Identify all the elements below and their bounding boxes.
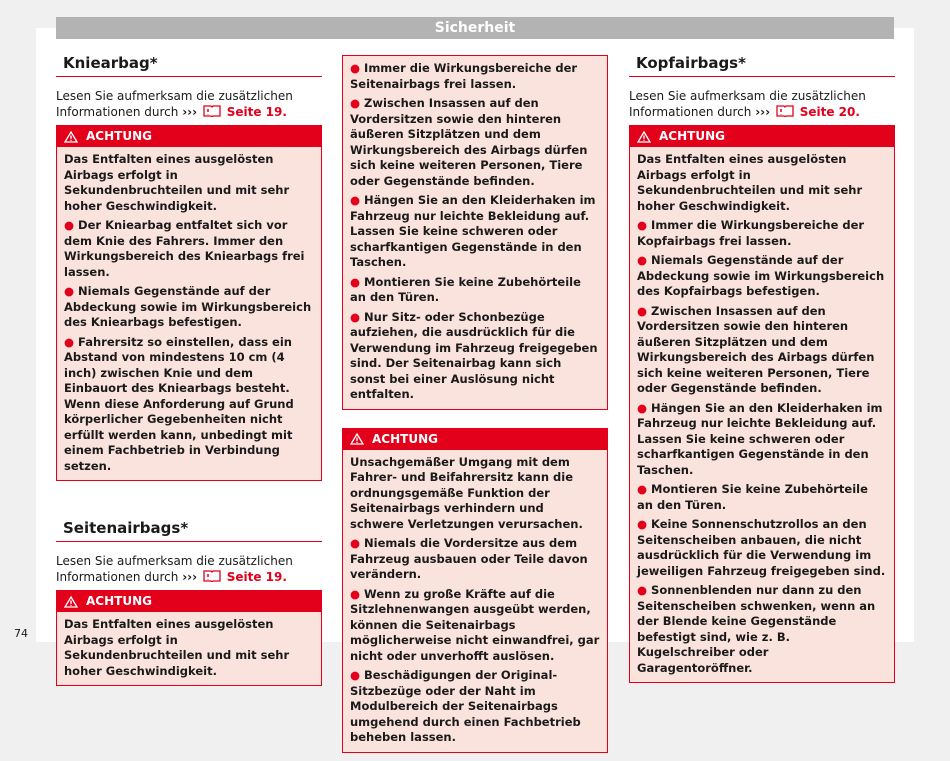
book-reference-icon — [203, 570, 221, 582]
warning-bullet: ● Beschädigungen der Original-Sitzbezüge oder der Naht im Modulbereich der Seitenairbags umgehend durch einen Fachbetrieb beheben lassen. — [350, 668, 581, 744]
warning-bullet: ● Immer die Wirkungsbereiche der Seitenairbags frei lassen. — [350, 61, 578, 91]
warning-body — [343, 56, 607, 409]
warning-header: ACHTUNG — [630, 126, 894, 147]
page-reference-link[interactable]: Seite 19. — [226, 570, 287, 584]
warning-paragraph: Das Entfalten eines ausgelösten Airbags erfolgt in Sekundenbruchteilen und mit sehr hoher Geschwindigkeit. — [637, 152, 863, 213]
warning-body — [630, 147, 894, 682]
book-reference-icon — [776, 105, 794, 117]
warning-body — [57, 147, 321, 480]
warning-triangle-icon — [64, 131, 78, 143]
page-reference-link[interactable]: Seite 19. — [226, 105, 287, 119]
intro-kopfairbags: Lesen Sie aufmerksam die zusätzlichen Informationen durch ››› Seite 20. — [629, 89, 866, 119]
warning-paragraph: Das Entfalten eines ausgelösten Airbags erfolgt in Sekundenbruchteilen und mit sehr hoher Geschwindigkeit. — [64, 152, 290, 213]
section-title-kopfairbags: Kopfairbags* — [629, 50, 895, 77]
intro-seitenairbags: Lesen Sie aufmerksam die zusätzlichen Informationen durch ››› Seite 19. — [56, 554, 293, 584]
page-number: 74 — [14, 627, 28, 640]
warning-bullet: ● Hängen Sie an den Kleiderhaken im Fahrzeug nur leichte Bekleidung auf. Lassen Sie keine schweren oder scharfkantigen Gegenstände in den Taschen. — [350, 193, 596, 269]
warning-bullet: ● Montieren Sie keine Zubehörteile an den Türen. — [350, 274, 581, 304]
warning-bullet: ● Wenn zu große Kräfte auf die Sitzlehnenwangen ausgeübt werden, können die Seitenairbags möglicherweise nicht einwandfrei, gar nicht oder unverhofft auslösen. — [350, 586, 600, 663]
warning-box — [342, 428, 608, 753]
warning-bullet: ● Nur Sitz- oder Schonbezüge aufziehen, die ausdrücklich für die Verwendung im Fahrzeug freigegeben sind. Der Seitenairbag kann sich sonst bei einer Auslösung nicht entfalten. — [350, 309, 598, 401]
warning-paragraph: Das Entfalten eines ausgelösten Airbags erfolgt in Sekundenbruchteilen und mit sehr hoher Geschwindigkeit. — [64, 617, 290, 678]
warning-bullet: ● Der Kniearbag entfaltet sich vor dem Knie des Fahrers. Immer den Wirkungsbereich des Kniearbags frei lassen. — [64, 218, 305, 279]
warning-paragraph: Unsachgemäßer Umgang mit dem Fahrer- und Beifahrersitz kann die ordnungsgemäße Funktion der Seitenairbags verhindern und schwere Verletzungen verursachen. — [350, 454, 583, 531]
warning-body — [343, 450, 607, 752]
warning-box — [56, 590, 322, 686]
warning-box — [629, 125, 895, 683]
warning-triangle-icon — [637, 131, 651, 143]
warning-box-continued — [342, 55, 608, 410]
warning-bullet: ● Niemals Gegenstände auf der Abdeckung sowie im Wirkungsbereich des Kniearbags befestigen. — [64, 284, 312, 329]
warning-body — [57, 612, 321, 685]
section-title-seitenairbags: Seitenairbags* — [56, 515, 322, 542]
warning-header: ACHTUNG — [57, 591, 321, 612]
warning-header: ACHTUNG — [343, 429, 607, 450]
warning-bullet: ● Hängen Sie an den Kleiderhaken im Fahrzeug nur leichte Bekleidung auf. Lassen Sie keine schweren oder scharfkantigen Gegenstände in den Taschen. — [637, 400, 883, 477]
warning-bullet: ● Zwischen Insassen auf den Vordersitzen sowie den hinteren äußeren Sitzplätzen und dem Wirkungsbereich des Airbags dürfen sich keine weiteren Personen, Tiere oder Gegenstände befinden. — [350, 96, 588, 188]
section-title-kniearbag: Kniearbag* — [56, 50, 322, 77]
warning-bullet: ● Montieren Sie keine Zubehörteile an den Türen. — [637, 482, 868, 512]
book-reference-icon — [203, 105, 221, 117]
warning-triangle-icon — [350, 433, 364, 445]
left-column — [56, 50, 322, 694]
intro-kniearbag: Lesen Sie aufmerksam die zusätzlichen Informationen durch ››› Seite 19. — [56, 89, 293, 119]
warning-bullet: ● Niemals Gegenstände auf der Abdeckung sowie im Wirkungsbereich des Kopfairbags befestigen. — [637, 253, 885, 298]
warning-bullet: ● Sonnenblenden nur dann zu den Seitenscheiben schwenken, wenn an der Blende keine Gegenstände befestigt sind, wie z. B. Kugelschreiber oder Garagentoröffner. — [637, 583, 876, 675]
warning-box — [56, 125, 322, 481]
warning-triangle-icon — [64, 596, 78, 608]
warning-bullet: ● Zwischen Insassen auf den Vordersitzen sowie den hinteren äußeren Sitzplätzen und dem Wirkungsbereich des Airbags dürfen sich keine weiteren Personen, Tiere oder Gegenstände befinden. — [637, 303, 875, 395]
warning-header: ACHTUNG — [57, 126, 321, 147]
middle-column — [342, 55, 608, 761]
warning-bullet: ● Immer die Wirkungsbereiche der Kopfairbags frei lassen. — [637, 218, 865, 248]
right-column — [629, 50, 895, 691]
warning-bullet: ● Fahrersitz so einstellen, dass ein Abstand von mindestens 10 cm (4 inch) zwischen Knie und dem Einbauort des Kniearbags besteht. Wenn diese Anforderung auf Grund körperlicher Gegebenheiten nicht erfüllt werden kann, unbedingt mit einem Fachbetrieb in Verbindung setzen. — [64, 334, 294, 473]
chapter-header: Sicherheit — [56, 17, 894, 39]
warning-bullet: ● Niemals die Vordersitze aus dem Fahrzeug ausbauen oder Teile davon verändern. — [350, 536, 588, 581]
warning-bullet: ● Keine Sonnenschutzrollos an den Seitenscheiben anbauen, die nicht ausdrücklich für die Verwendung im jeweiligen Fahrzeug freigegeben sind. — [637, 517, 886, 578]
page-reference-link[interactable]: Seite 20. — [799, 105, 860, 119]
